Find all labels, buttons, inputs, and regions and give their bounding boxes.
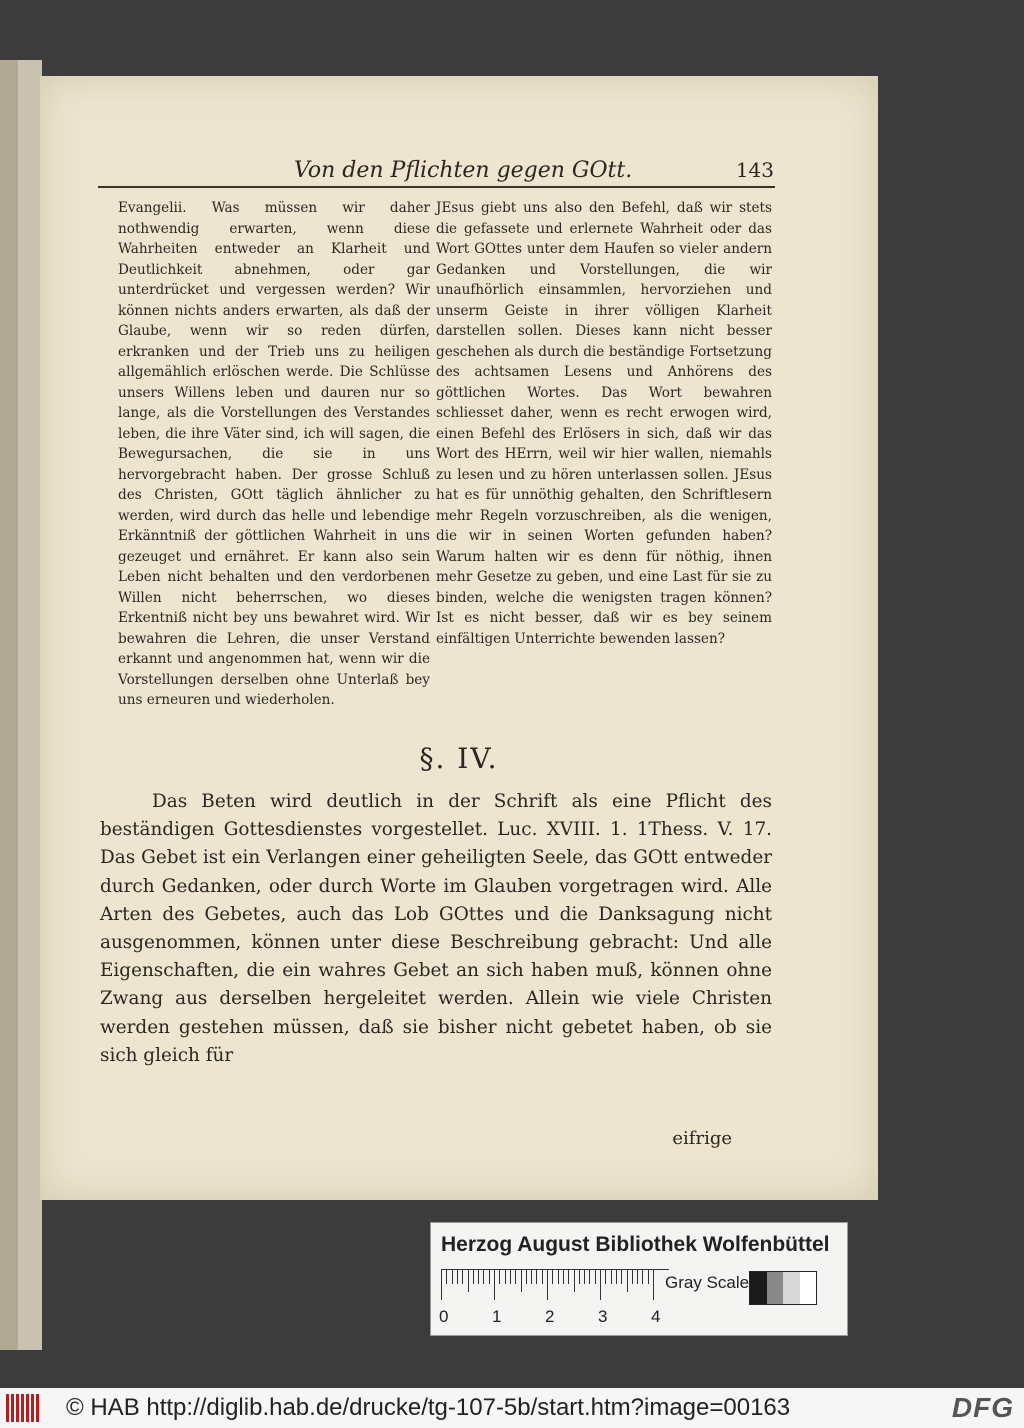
ruler-tick <box>505 1270 506 1284</box>
text-column-right <box>436 198 772 649</box>
ruler-tick <box>632 1270 633 1284</box>
ruler-tick <box>547 1270 548 1300</box>
library-name: Herzog August Bibliothek Wolfenbüttel <box>441 1233 830 1256</box>
column-paragraph-right: JEsus giebt uns also den Befehl, daß wir stets die gefassete und erlernete Wahrheit oder das Wort GOttes unter dem Haufen so vieler andern Gedanken und Vorstellungen, die wir unaufhörlich einsammlen, hervorziehen und unserm Geiste in ihrer völligen Klarheit darstellen sollen. Dieses kann nicht besser geschehen als durch die beständige Fortsetzung des achtsamen Lesens und Anhörens des göttlichen Wortes. Das Wort bewahren schliesset daher, wenn es recht erwogen wird, einen Befehl des Erlösers in sich, daß wir das Wort des HErrn, weil wir hier wallen, niemahls zu lesen und zu hören unterlassen sollen. JEsus hat es für unnöthig gehalten, den Schriftlesern mehr Regeln vorzuschreiben, als die wenigen, die wir in seinen Worten gefunden haben? Warum halten wir es denn für nöthig, ihnen mehr Gesetze zu geben, und eine Last für sie zu binden, welche die wenigsten tragen können? Ist es nicht besser, daß wir es bey seinem einfältigen Unterrichte bewenden lassen? <box>436 200 772 647</box>
ruler-tick <box>605 1270 606 1284</box>
ruler-tick <box>579 1270 580 1284</box>
dfg-logo: DFG <box>951 1392 1014 1423</box>
ruler-tick <box>489 1270 490 1284</box>
ruler-labels <box>439 1307 679 1327</box>
ruler-tick <box>563 1270 564 1284</box>
ruler-tick <box>627 1270 628 1292</box>
ruler-tick <box>584 1270 585 1284</box>
ruler-tick <box>452 1270 453 1284</box>
ruler-tick <box>483 1270 484 1284</box>
grayscale-swatches <box>749 1271 817 1305</box>
footer-copyright-url: © HAB http://diglib.hab.de/drucke/tg-107-5b/start.htm?image=00163 <box>66 1394 791 1421</box>
ruler-tick <box>616 1270 617 1284</box>
text-column-left <box>118 198 430 711</box>
book-page <box>40 76 878 1200</box>
page-header <box>294 158 774 186</box>
section-heading: §. IV. <box>419 742 499 775</box>
section-body <box>100 788 772 1070</box>
header-rule <box>98 186 775 188</box>
ruler-tick <box>468 1270 469 1292</box>
ruler-label: 2 <box>545 1307 555 1326</box>
ruler-tick <box>653 1270 654 1300</box>
ruler-tick <box>595 1270 596 1284</box>
ruler-label: 3 <box>598 1307 608 1326</box>
ruler-tick <box>558 1270 559 1284</box>
ruler-tick <box>478 1270 479 1284</box>
ruler-tick <box>589 1270 590 1284</box>
ruler-label: 4 <box>651 1307 661 1326</box>
grayscale-swatch <box>767 1272 784 1304</box>
centimeter-ruler <box>441 1269 669 1304</box>
adjacent-page-edge <box>0 60 42 1350</box>
grayscale-swatch <box>750 1272 767 1304</box>
ruler-tick <box>648 1270 649 1284</box>
ruler-tick <box>494 1270 495 1300</box>
ruler-tick <box>600 1270 601 1300</box>
running-title: Von den Pflichten gegen GOtt. <box>294 158 633 183</box>
ruler-tick <box>515 1270 516 1284</box>
ruler-tick <box>462 1270 463 1284</box>
section-paragraph: Das Beten wird deutlich in der Schrift als eine Pflicht des beständigen Gottesdienstes vorgestellet. Luc. XVIII. 1. 1Thess. V. 17. Das Gebet ist ein Verlangen einer geheiligten Seele, das GOtt entweder durch Gedanken, oder durch Worte im Glauben vorgetragen wird. Alle Arten des Gebetes, auch das Lob GOttes und die Danksagung nicht ausgenommen, können unter diese Beschreibung gebracht: Und alle Eigenschaften, die ein wahres Gebet an sich haben muß, können ohne Zwang aus derselben hergeleitet werden. Allein wie viele Christen werden gestehen müssen, daß sie bisher nicht gebetet haben, ob sie sich gleich für <box>100 791 772 1066</box>
grayscale-label: Gray Scale <box>665 1273 750 1292</box>
ruler-tick <box>542 1270 543 1284</box>
footer-bar <box>0 1388 1024 1428</box>
ruler-tick <box>510 1270 511 1284</box>
page-number: 143 <box>735 158 774 182</box>
ruler-tick <box>531 1270 532 1284</box>
ruler-tick <box>473 1270 474 1284</box>
ruler-tick <box>611 1270 612 1284</box>
grayscale-swatch <box>783 1272 800 1304</box>
grayscale-swatch <box>800 1272 817 1304</box>
library-scale-card <box>430 1222 848 1336</box>
catchword: eifrige <box>672 1128 732 1149</box>
ruler-tick <box>568 1270 569 1284</box>
ruler-tick <box>637 1270 638 1284</box>
ruler-tick <box>457 1270 458 1284</box>
hab-logo-icon <box>6 1394 46 1422</box>
ruler-tick <box>642 1270 643 1284</box>
adjacent-page-strip <box>0 60 18 1350</box>
ruler-tick <box>521 1270 522 1292</box>
ruler-tick <box>499 1270 500 1284</box>
ruler-tick <box>574 1270 575 1292</box>
ruler-tick <box>536 1270 537 1284</box>
ruler-tick <box>526 1270 527 1284</box>
ruler-tick <box>621 1270 622 1284</box>
column-paragraph-left: Evangelii. Was müssen wir daher nothwendig erwarten, wenn diese Wahrheiten entweder an Klarheit und Deutlichkeit abnehmen, oder gar unterdrücket und vergessen werden? Wir können nichts anders erwarten, als daß der Glaube, wenn wir so reden dürfen, erkranken und der Trieb uns zu heiligen allgemählich erlöschen werde. Die Schlüsse unsers Willens leben und dauren nur so lange, als die Vorstellungen des Verstandes leben, die ihre Väter sind, ich will sagen, die Bewegursachen, die sie in uns hervorgebracht haben. Der grosse Schluß des Christen, GOtt täglich ähnlicher zu werden, wird durch das helle und lebendige Erkänntniß der göttlichen Wahrheit in uns gezeuget und ernähret. Er kann also sein Leben nicht behalten und den verdorbenen Willen nicht beherrschen, wo dieses Erkentniß nicht bey uns bewahret wird. Wir bewahren die Lehren, die unser Verstand erkannt und angenommen hat, wenn wir die Vorstellungen derselben ohne Unterlaß bey uns erneuren und wiederholen. <box>118 200 430 708</box>
ruler-tick <box>552 1270 553 1284</box>
ruler-tick <box>446 1270 447 1284</box>
ruler-label: 1 <box>492 1307 502 1326</box>
ruler-tick <box>441 1270 442 1300</box>
ruler-label: 0 <box>439 1307 449 1326</box>
